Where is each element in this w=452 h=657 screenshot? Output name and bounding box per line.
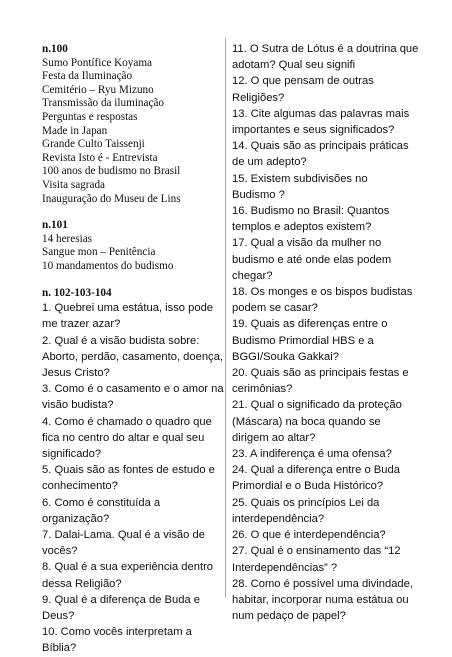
list-item: Sumo Pontífice Koyama bbox=[42, 56, 152, 69]
question-line: vocês? bbox=[42, 545, 78, 558]
question-line: 8. Qual é a sua experiência dentro bbox=[42, 561, 214, 574]
left-column bbox=[42, 43, 222, 657]
question-line: 26. O que é interdependência? bbox=[232, 529, 386, 542]
question-line: de um adepto? bbox=[232, 156, 307, 169]
question-line: 3. Como é o casamento e o amor na bbox=[42, 383, 224, 396]
section-102-title: n. 102-103-104 bbox=[42, 286, 112, 299]
list-item: 10 mandamentos do budismo bbox=[42, 259, 174, 272]
list-item: Perguntas e respostas bbox=[42, 110, 138, 123]
question-line: 7. Dalai-Lama. Qual é a visão de bbox=[42, 528, 205, 541]
section-101-title: n.101 bbox=[42, 219, 68, 232]
question-line: conhecimento? bbox=[42, 480, 118, 493]
question-line: 27. Qual é o ensinamento das “12 bbox=[232, 545, 401, 558]
right-column bbox=[232, 41, 432, 624]
question-line: visão budista? bbox=[42, 399, 114, 412]
question-line: cerimônias? bbox=[232, 383, 293, 396]
question-line: significado? bbox=[42, 447, 102, 460]
question-line: 12. O que pensam de outras bbox=[232, 75, 374, 88]
question-line: BGGI/Souka Gakkai? bbox=[232, 350, 339, 363]
question-line: Aborto, perdão, casamento, doença, bbox=[42, 350, 223, 363]
column-divider bbox=[225, 38, 226, 598]
question-line: habitar, incorporar numa estátua ou bbox=[232, 593, 409, 606]
section-100-list bbox=[42, 57, 222, 207]
list-item: 14 heresias bbox=[42, 232, 93, 245]
question-line: num pedaço de papel? bbox=[232, 610, 346, 623]
question-line: chegar? bbox=[232, 269, 273, 282]
question-line: Budismo Primordial HBS e a bbox=[232, 334, 374, 347]
question-line: Budismo ? bbox=[232, 188, 285, 201]
question-line: Bíblia? bbox=[42, 642, 77, 655]
question-line: 5. Quais são as fontes de estudo e bbox=[42, 464, 215, 477]
question-line: 4. Como é chamado o quadro que bbox=[42, 415, 212, 428]
question-line: budismo e até onde elas podem bbox=[232, 253, 392, 266]
question-line: interdependência? bbox=[232, 512, 325, 525]
list-item: Cemitério – Ryu Mizuno bbox=[42, 83, 154, 96]
question-line: 9. Qual é a diferença de Buda e bbox=[42, 593, 200, 606]
question-line: 11. O Sutra de Lótus é a doutrina que bbox=[232, 43, 419, 55]
question-line: Religiões? bbox=[232, 91, 285, 104]
question-line: importantes e seus significados? bbox=[232, 124, 395, 137]
right-questions bbox=[232, 41, 432, 624]
list-item: Festa da Iluminação bbox=[42, 70, 133, 83]
question-line: 14. Quais são as principais práticas bbox=[232, 140, 409, 153]
question-line: Interdependências” ? bbox=[232, 561, 338, 574]
list-item: Transmissão da iluminação bbox=[42, 97, 165, 110]
question-line: podem se casar? bbox=[232, 302, 318, 315]
question-line: 25. Quais os princípios Lei da bbox=[232, 496, 380, 509]
question-line: Jesus Cristo? bbox=[42, 366, 110, 379]
question-line: 1. Quebrei uma estátua, isso pode bbox=[42, 302, 214, 315]
section-102-questions bbox=[42, 300, 222, 656]
section-100-title: n.100 bbox=[42, 43, 68, 55]
question-line: Deus? bbox=[42, 609, 75, 622]
question-line: fica no centro do altar e qual seu bbox=[42, 431, 205, 444]
question-line: Primordial e o Buda Histórico? bbox=[232, 480, 384, 493]
list-item: Inauguração do Museu de Lins bbox=[42, 192, 181, 205]
question-line: 17. Qual a visão da mulher no bbox=[232, 237, 382, 250]
question-line: 13. Cite algumas das palavras mais bbox=[232, 107, 410, 120]
question-line: 2. Qual é a visão budista sobre: bbox=[42, 334, 200, 347]
list-item: Revista Isto é - Entrevista bbox=[42, 151, 158, 164]
question-line: 10. Como vocês interpretam a bbox=[42, 626, 192, 639]
list-item: Sangue mon – Penitência bbox=[42, 246, 156, 259]
section-101-list bbox=[42, 233, 222, 274]
question-line: dirigem ao altar? bbox=[232, 431, 316, 444]
question-line: 28. Como é possível uma divindade, bbox=[232, 577, 413, 590]
question-line: organização? bbox=[42, 512, 110, 525]
question-line: 16. Budismo no Brasil: Quantos bbox=[232, 205, 390, 218]
list-item: Made in Japan bbox=[42, 124, 108, 137]
question-line: (Máscara) na boca quando se bbox=[232, 415, 381, 428]
question-line: 18. Os monges e os bispos budistas bbox=[232, 286, 413, 299]
question-line: 19. Quais as diferenças entre o bbox=[232, 318, 388, 331]
question-line: templos e adeptos existem? bbox=[232, 221, 372, 234]
question-line: 15. Existem subdivisões no bbox=[232, 172, 368, 185]
question-line: me trazer azar? bbox=[42, 318, 121, 331]
question-line: adotam? Qual seu signifi bbox=[232, 59, 356, 72]
question-line: 24. Qual a diferença entre o Buda bbox=[232, 464, 400, 477]
question-line: 6. Como é constituída a bbox=[42, 496, 161, 509]
question-line: dessa Religião? bbox=[42, 577, 122, 590]
question-line: 23. A indiferença é uma ofensa? bbox=[232, 448, 392, 461]
list-item: Visita sagrada bbox=[42, 178, 106, 191]
question-line: 20. Quais são as principais festas e bbox=[232, 367, 409, 380]
list-item: 100 anos de budismo no Brasil bbox=[42, 165, 181, 178]
list-item: Grande Culto Taissenji bbox=[42, 138, 145, 151]
question-line: 21. Qual o significado da proteção bbox=[232, 399, 402, 412]
